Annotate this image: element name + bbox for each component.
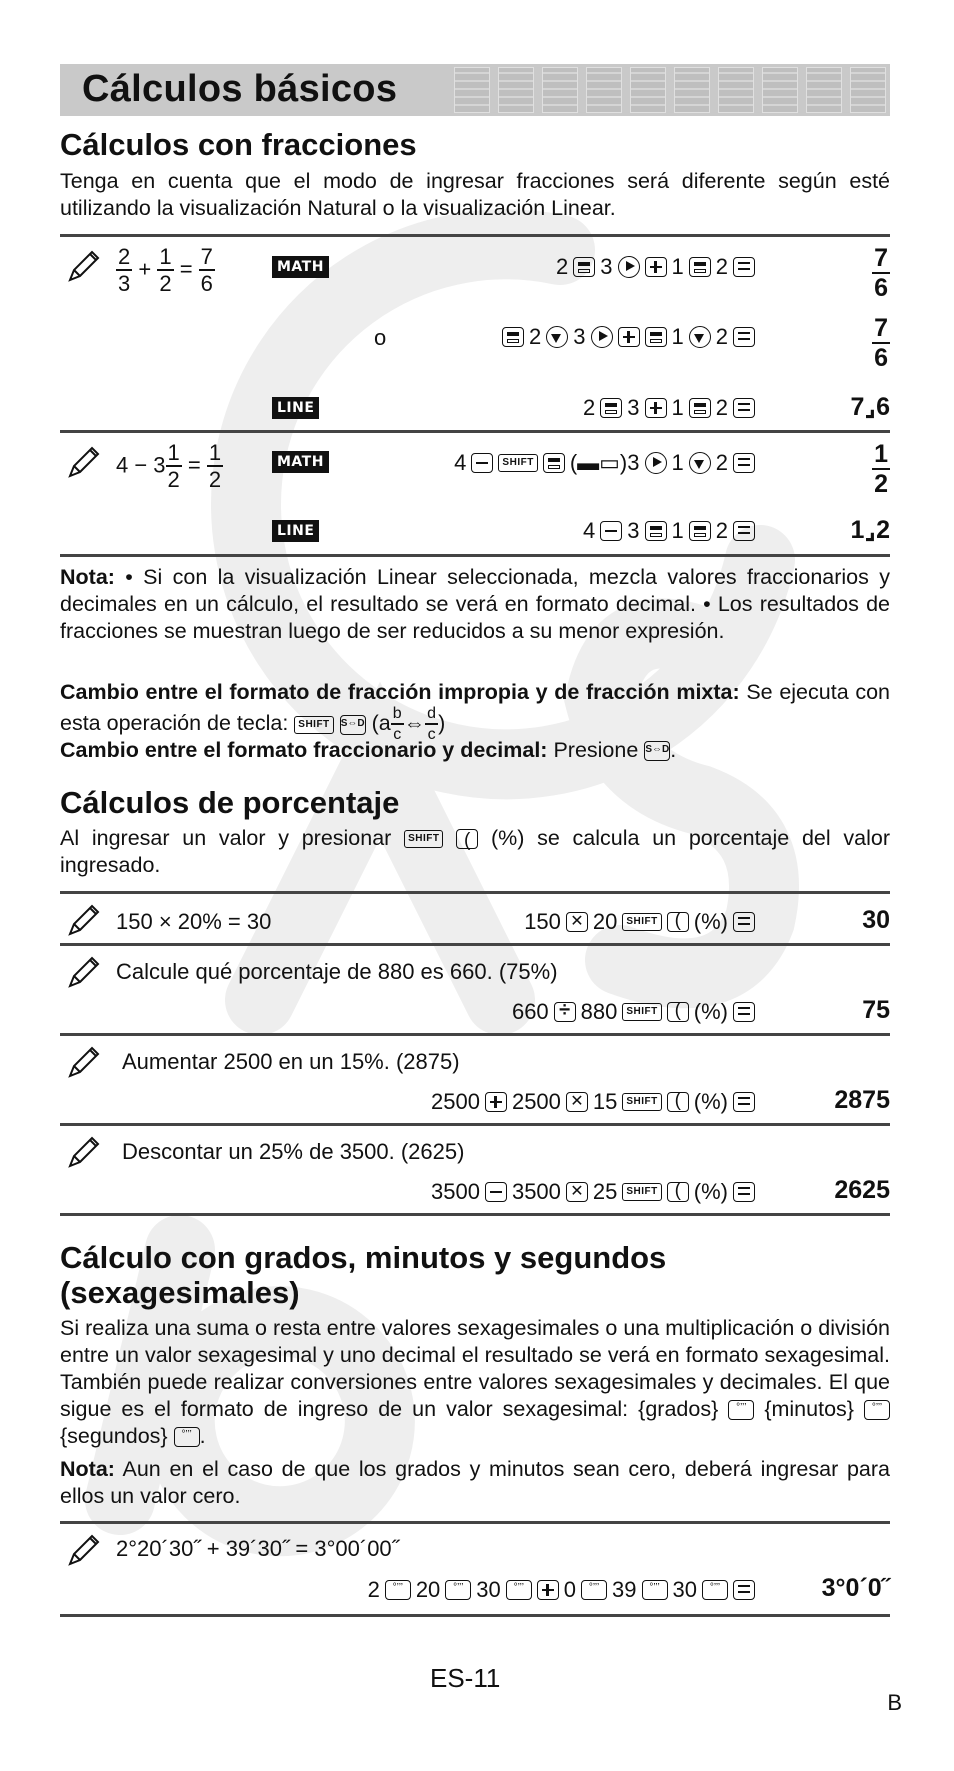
divider <box>60 554 890 557</box>
fraction-key-icon <box>573 257 595 277</box>
improper-mixed-note: Cambio entre el formato de fracción impropia y de fracción mixta: Se ejecuta con esta operación de tecla: SHIFT S⇔D (a $\frac{b}{c}$ ⇔ $\frac{d}{c}$ ) <box>60 680 890 743</box>
math-badge: MATH <box>272 451 329 473</box>
divider <box>60 891 890 894</box>
line-badge: LINE <box>272 520 319 542</box>
down-arrow-key-icon <box>689 326 711 348</box>
fraction-note: Nota: • Si con la visualización Linear seleccionada, mezcla valores fraccionarios y decimales en un cálculo, el resultado se verá en formato decimal. • Los resultados de fracciones se muestran luego de ser reducidos a su menor expresión. <box>60 565 890 643</box>
percent-expression-4: Descontar un 25% de 3500. (2625) <box>122 1139 465 1164</box>
minus-key-icon <box>471 453 493 473</box>
open-paren-key-icon <box>667 1002 689 1022</box>
dms-key-icon: °’’’ <box>385 1580 411 1600</box>
plus-key-icon <box>645 257 667 277</box>
divider <box>60 943 890 946</box>
down-arrow-key-icon <box>546 326 568 348</box>
pencil-icon <box>64 444 102 482</box>
section-banner <box>60 64 890 116</box>
dms-key-icon: °’’’ <box>445 1580 471 1600</box>
dms-key-icon: °’’’ <box>174 1427 200 1447</box>
equals-key-icon <box>733 257 755 277</box>
multiply-key-icon <box>566 1092 588 1112</box>
percent-heading: Cálculos de porcentaje <box>60 785 400 820</box>
fraction-key-icon <box>689 257 711 277</box>
equals-key-icon <box>733 521 755 541</box>
pencil-icon <box>64 1044 102 1082</box>
equals-key-icon <box>733 453 755 473</box>
sexagesimal-expression: 2°20´30˝ + 39´30˝ = 3°00´00˝ <box>116 1536 399 1561</box>
pencil-icon <box>64 1532 102 1570</box>
percent-expression-2: Calcule qué porcentaje de 880 es 660. (75%) <box>116 959 558 984</box>
sd-key-icon: S⇔D <box>340 715 366 735</box>
shift-key-icon: SHIFT <box>294 716 333 734</box>
fraction-key-icon <box>689 398 711 418</box>
dms-key-icon: °’’’ <box>642 1580 668 1600</box>
equals-key-icon <box>733 398 755 418</box>
result-display: $\frac{1}{2}$ <box>874 440 888 498</box>
shift-key-icon: SHIFT <box>622 1093 661 1111</box>
right-arrow-key-icon <box>645 452 667 474</box>
banner-title: Cálculos básicos <box>82 68 398 110</box>
fractions-heading: Cálculos con fracciones <box>60 127 417 162</box>
result-display: 7⌟6 <box>850 393 890 421</box>
equals-key-icon <box>733 1580 755 1600</box>
divider <box>60 1033 890 1036</box>
plus-key-icon <box>645 398 667 418</box>
divider <box>60 1123 890 1126</box>
fraction-key-icon <box>600 398 622 418</box>
key-sequence: 2 3 1 2 <box>583 395 755 421</box>
right-arrow-key-icon <box>591 326 613 348</box>
dms-key-icon: °’’’ <box>581 1580 607 1600</box>
result-display: 2875 <box>834 1086 890 1114</box>
fraction-key-icon <box>543 453 565 473</box>
fraction-expression-1: $\frac{2}{3}$ + $\frac{1}{2}$ = $\frac{7}{6}$ <box>118 244 213 296</box>
shift-key-icon: SHIFT <box>498 454 537 472</box>
fraction-key-icon <box>645 521 667 541</box>
fraction-key-icon <box>502 327 524 347</box>
minus-key-icon <box>600 521 622 541</box>
key-sequence: 2 3 1 2 <box>502 324 755 350</box>
result-display: 1⌟2 <box>850 516 890 544</box>
key-sequence: 4 3 1 2 <box>583 518 755 544</box>
key-sequence: 660 ÷ 880 SHIFT ( (%) <box>512 999 755 1025</box>
fraction-decimal-note: Cambio entre el formato fraccionario y decimal: Presione S⇔D. <box>60 738 677 762</box>
divide-key-icon <box>554 1002 576 1022</box>
key-sequence: 2 °’’’ 20 °’’’ 30 °’’’ 0 °’’’ 39 °’’’ 30 °’’’ <box>368 1577 755 1603</box>
math-badge: MATH <box>272 256 329 278</box>
pencil-icon <box>64 954 102 992</box>
open-paren-key-icon <box>667 912 689 932</box>
or-label: o <box>374 325 387 350</box>
multiply-key-icon <box>566 912 588 932</box>
shift-key-icon: SHIFT <box>404 830 443 848</box>
down-arrow-key-icon <box>689 452 711 474</box>
pencil-icon <box>64 902 102 940</box>
equals-key-icon <box>733 912 755 932</box>
right-arrow-key-icon <box>618 256 640 278</box>
result-display: 3°0´0˝ <box>821 1574 890 1602</box>
key-sequence: 2 3 1 2 <box>556 254 755 280</box>
open-paren-key-icon <box>667 1182 689 1202</box>
divider <box>60 430 890 433</box>
open-paren-key-icon <box>456 829 478 849</box>
equals-key-icon <box>733 327 755 347</box>
pencil-icon <box>64 1134 102 1172</box>
key-sequence: 4 SHIFT (▬▭)3 1 2 <box>454 450 755 476</box>
plus-key-icon <box>537 1580 559 1600</box>
dms-key-icon: °’’’ <box>506 1580 532 1600</box>
minus-key-icon <box>485 1182 507 1202</box>
result-display: $\frac{7}{6}$ <box>874 314 888 372</box>
result-display: 2625 <box>834 1176 890 1204</box>
dms-key-icon: °’’’ <box>702 1580 728 1600</box>
result-display: 30 <box>862 906 890 934</box>
fraction-key-icon <box>645 327 667 347</box>
fraction-expression-2: 4 − 3 $\frac{1}{2}$ = $\frac{1}{2}$ <box>116 440 222 492</box>
multiply-key-icon <box>566 1182 588 1202</box>
shift-key-icon: SHIFT <box>622 913 661 931</box>
sexagesimal-heading: Cálculo con grados, minutos y segundos (sexagesimales) <box>60 1240 667 1310</box>
key-sequence: 3500 3500 ✕ 25 SHIFT ( (%) <box>431 1179 755 1205</box>
page-number: ES-11 <box>430 1663 501 1693</box>
equals-key-icon <box>733 1002 755 1022</box>
fraction-key-icon <box>689 521 711 541</box>
sexagesimal-note: Nota: Aun en el caso de que los grados y minutos sean cero, deberá ingresar para ellos un valor cero. <box>60 1457 890 1508</box>
result-display: $\frac{7}{6}$ <box>874 244 888 302</box>
percent-expression-3: Aumentar 2500 en un 15%. (2875) <box>122 1049 460 1074</box>
divider <box>60 1614 890 1617</box>
divider <box>60 1521 890 1524</box>
plus-key-icon <box>485 1092 507 1112</box>
line-badge: LINE <box>272 397 319 419</box>
page-corner-letter: B <box>887 1690 902 1715</box>
fractions-intro: Tenga en cuenta que el modo de ingresar fracciones será diferente según esté utilizando la visualización Natural o la visualización Linear. <box>60 169 890 220</box>
dms-key-icon: °’’’ <box>864 1400 890 1420</box>
pencil-icon <box>64 248 102 286</box>
key-sequence: 2500 2500 ✕ 15 SHIFT ( (%) <box>431 1089 755 1115</box>
plus-key-icon <box>618 327 640 347</box>
percent-intro: Al ingresar un valor y presionar SHIFT ( (%) se calcula un porcentaje del valor ingresado. <box>60 825 890 879</box>
result-display: 75 <box>862 996 890 1024</box>
sd-key-icon: S⇔D <box>644 741 670 761</box>
dms-key-icon: °’’’ <box>728 1400 754 1420</box>
key-sequence: 150 ✕ 20 SHIFT ( (%) <box>524 909 755 935</box>
banner-pattern <box>450 64 890 116</box>
shift-key-icon: SHIFT <box>622 1183 661 1201</box>
divider <box>60 234 890 237</box>
percent-expression-1: 150 × 20% = 30 <box>116 909 272 934</box>
open-paren-key-icon <box>667 1092 689 1112</box>
equals-key-icon <box>733 1092 755 1112</box>
shift-key-icon: SHIFT <box>622 1003 661 1021</box>
divider <box>60 1213 890 1216</box>
equals-key-icon <box>733 1182 755 1202</box>
sexagesimal-intro: Si realiza una suma o resta entre valores sexagesimales o una multiplicación o división entre un valor sexagesimal y uno decimal el resultado se verá en formato sexagesimal. También puede realizar conversiones entre valores sexagesimales y decimales. El que sigue es el formato de ingreso de un valor sexagesimal: {grados} °’’’ {minutos} °’’’ {segundos} °’’’ . <box>60 1316 890 1448</box>
